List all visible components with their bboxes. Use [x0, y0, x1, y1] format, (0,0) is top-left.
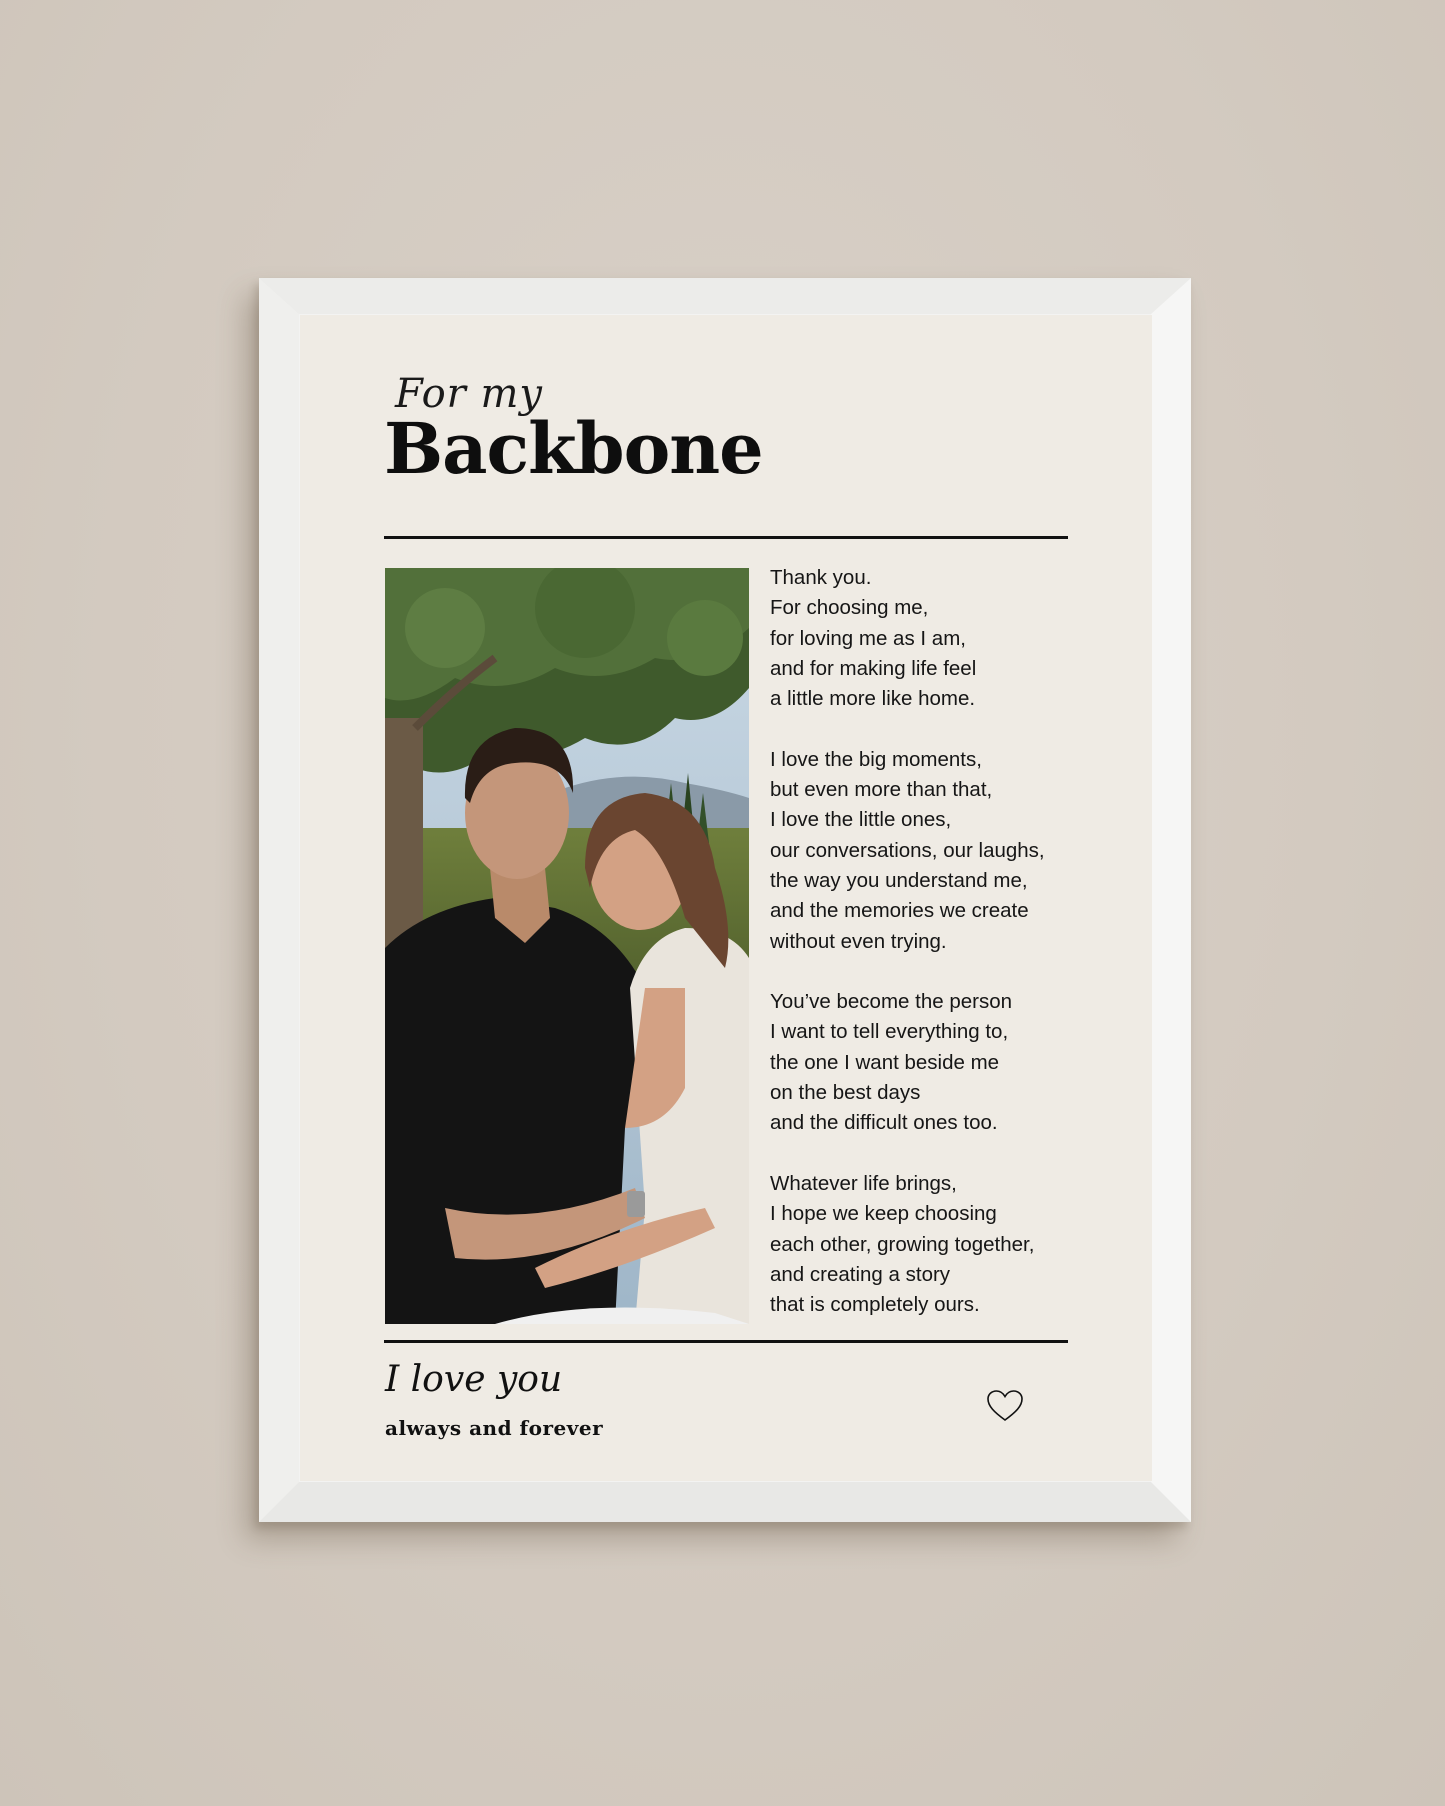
poem-line: and creating a story — [770, 1262, 951, 1286]
couple-photo — [385, 568, 749, 1324]
poem-line: on the best days — [770, 1081, 921, 1105]
poem-line: our conversations, our laughs, — [770, 838, 1045, 862]
eyebrow-text: For my — [395, 371, 544, 417]
poem-line: and the difficult ones too. — [770, 1111, 998, 1135]
poem-stanza-1 — [770, 563, 1100, 714]
poem-line: Thank you. — [770, 566, 872, 589]
poster-title: Backbone — [384, 407, 763, 490]
poem-line: and for making life feel — [770, 656, 977, 680]
closing-script: I love you — [385, 1359, 563, 1400]
photo-illustration — [385, 568, 749, 1324]
poster — [300, 315, 1152, 1481]
poem-line: I love the little ones, — [770, 808, 952, 832]
picture-frame — [259, 278, 1191, 1522]
heart-outline-icon — [986, 1389, 1024, 1423]
poem-line: I hope we keep choosing — [770, 1202, 997, 1226]
poem-line: but even more than that, — [770, 778, 993, 802]
poem-stanza-4 — [770, 1169, 1100, 1320]
bottom-divider — [384, 1340, 1068, 1343]
poem-line: the way you understand me, — [770, 868, 1028, 892]
poem-line: the one I want beside me — [770, 1050, 1000, 1074]
poem-line: without even trying. — [770, 929, 947, 953]
poem-line: each other, growing together, — [770, 1232, 1035, 1256]
poem-stanza-3 — [770, 987, 1100, 1138]
poem-line: I love the big moments, — [770, 747, 982, 771]
poem-text — [770, 563, 1100, 1351]
poem-line: that is completely ours. — [770, 1293, 980, 1317]
poem-line: I want to tell everything to, — [770, 1020, 1009, 1044]
poem-stanza-2 — [770, 745, 1100, 957]
closing-subtitle: always and forever — [385, 1416, 604, 1440]
poem-line: a little more like home. — [770, 687, 976, 711]
poem-line: For choosing me, — [770, 596, 929, 620]
poem-line: and the memories we create — [770, 899, 1029, 923]
poem-line: You’ve become the person — [770, 990, 1012, 1014]
poem-line: Whatever life brings, — [770, 1171, 957, 1195]
top-divider — [384, 536, 1068, 539]
poem-line: for loving me as I am, — [770, 626, 966, 650]
